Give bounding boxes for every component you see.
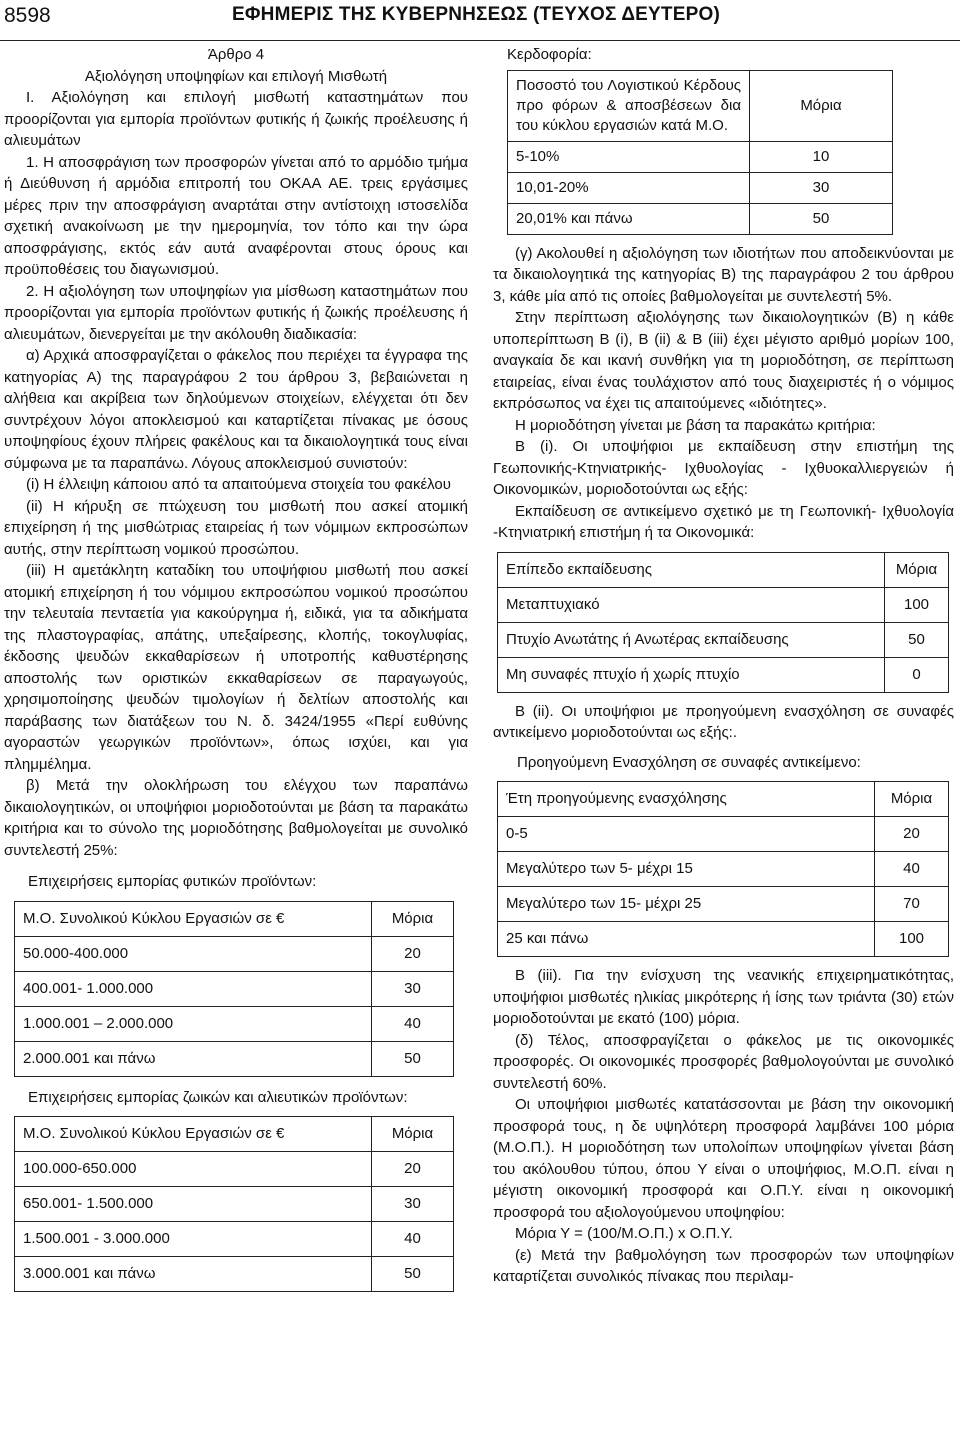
table-row (498, 587, 949, 622)
table-cell: 40 (875, 852, 949, 887)
table-cell: Μεγαλύτερο των 15- μέχρι 25 (498, 887, 875, 922)
table-cell: 25 και πάνω (498, 922, 875, 957)
paragraph: (i) Η έλλειψη κάποιου από τα απαιτούμενα στοιχεία του φακέλου (26, 476, 451, 493)
table-row (15, 1152, 454, 1187)
table-row (508, 172, 893, 203)
section-heading: Ι. Αξιολόγηση και επιλογή μισθωτή καταστημάτων που προορίζονται για εμπορία προϊόντων φυτικής ή ζωικής προέλευσης ή αλιευμάτων (4, 89, 468, 149)
table-row (498, 922, 949, 957)
table-title: Επιχειρήσεις εμπορίας φυτικών προϊόντων: (28, 873, 317, 890)
gazette-title: ΕΦΗΜΕΡΙΣ ΤΗΣ ΚΥΒΕΡΝΗΣΕΩΣ (ΤΕΥΧΟΣ ΔΕΥΤΕΡΟ) (232, 4, 720, 25)
table-cell: 100.000-650.000 (15, 1152, 372, 1187)
table-title: Κερδοφορία: (507, 46, 592, 63)
profit-table (507, 70, 893, 235)
paragraph: (γ) Ακολουθεί η αξιολόγηση των ιδιοτήτων που αποδεικνύονται με τα δικαιολογητικά της κατηγορίας Β) της παραγράφου 2 του άρθρου 3, κάθε μία από τις οποίες βαθμολογείται με συντελεστή 5%. (493, 244, 954, 305)
table-cell: 50.000-400.000 (15, 936, 372, 971)
table-header-cell: Επίπεδο εκπαίδευσης (498, 552, 885, 587)
article-title: Αξιολόγηση υποψηφίων και επιλογή Μισθωτή (84, 67, 388, 85)
table-cell: 100 (875, 922, 949, 957)
table-cell: 1.000.001 – 2.000.000 (15, 1006, 372, 1041)
turnover-table-plant (14, 901, 454, 1077)
table-cell: 2.000.001 και πάνω (15, 1041, 372, 1076)
table-title: Επιχειρήσεις εμπορίας ζωικών και αλιευτικών προϊόντων: (28, 1088, 408, 1106)
table-cell: 10,01-20% (508, 172, 750, 203)
table-cell: 0 (885, 657, 949, 692)
table-header-cell: Μόρια (750, 70, 893, 141)
table-row (508, 203, 893, 234)
table-cell: 20 (372, 1152, 454, 1187)
table-row (15, 1257, 454, 1292)
table-cell: 10 (750, 141, 893, 172)
table-cell: Πτυχίο Ανωτάτης ή Ανωτέρας εκπαίδευσης (498, 622, 885, 657)
paragraph: Β (iii). Για την ενίσχυση της νεανικής επιχειρηματικότητας, υποψήφιοι μισθωτές ηλικίας μικρότερης ή ίσης των τριάντα (30) ετών μοριοδοτούνται με εκατό (100) μόρια. (493, 967, 954, 1027)
table-header-cell: Μ.Ο. Συνολικού Κύκλου Εργασιών σε € (15, 1117, 372, 1152)
table-cell: 50 (372, 1041, 454, 1076)
table-cell: 40 (372, 1222, 454, 1257)
table-row (15, 1041, 454, 1076)
table-header-row (508, 70, 893, 141)
page-header (0, 0, 960, 41)
table-row (15, 1187, 454, 1222)
paragraph: β) Μετά την ολοκλήρωση του ελέγχου των παραπάνω δικαιολογητικών, οι υποψήφιοι μοριοδοτούνται με βάση τα παρακάτω κριτήρια και το σύνολο της μοριοδότησης βαθμολογείται με συνολικό συντελεστή 25%: (4, 777, 468, 859)
paragraph: Στην περίπτωση αξιολόγησης των δικαιολογητικών (Β) η κάθε υποπερίπτωση Β (i), Β (ii) & Β (iii) έχει μέγιστο αριθμό μορίων 100, αναγκαία δε και ικανή συνθήκη για τη μοριοδότηση, σε περίπτωση εταιρείας, είναι ένας τουλάχιστον από τους διαχειριστές ή ο νόμιμος εκπρόσωπος να έχει τις απαιτούμενες «ιδιότητες». (493, 309, 954, 412)
table-cell: 650.001- 1.500.000 (15, 1187, 372, 1222)
page-number: 8598 (4, 4, 51, 27)
table-header-cell: Μόρια (372, 901, 454, 936)
table-cell: 20,01% και πάνω (508, 203, 750, 234)
table-cell: 50 (885, 622, 949, 657)
table-cell: 40 (372, 1006, 454, 1041)
table-title: Προηγούμενη Ενασχόληση σε συναφές αντικείμενο: (517, 753, 861, 771)
paragraph: Εκπαίδευση σε αντικείμενο σχετικό με τη Γεωπονική- Ιχθυολογία -Κτηνιατρική επιστήμη ή τα Οικονομικά: (493, 502, 954, 541)
table-header-row (498, 782, 949, 817)
table-row (498, 817, 949, 852)
table-header-cell: Ποσοστό του Λογιστικού Κέρδους προ φόρων & αποσβέσεων δια του κύκλου εργασιών κατά Μ.Ο. (508, 70, 750, 141)
table-cell: 50 (750, 203, 893, 234)
table-row (15, 1006, 454, 1041)
paragraph: Β (ii). Οι υποψήφιοι με προηγούμενη ενασχόληση σε συναφές αντικείμενο μοριοδοτούνται ως εξής:. (493, 702, 954, 741)
table-row (498, 622, 949, 657)
table-cell: 70 (875, 887, 949, 922)
article-number: Άρθρο 4 (207, 46, 265, 63)
table-row (498, 852, 949, 887)
paragraph: (δ) Τέλος, αποσφραγίζεται ο φάκελος με τις οικονομικές προσφορές. Οι οικονομικές προσφορές βαθμολογούνται με συνολικό συντελεστή 60%. (493, 1031, 954, 1092)
table-header-cell: Μ.Ο. Συνολικού Κύκλου Εργασιών σε € (15, 901, 372, 936)
table-cell: Μεγαλύτερο των 5- μέχρι 15 (498, 852, 875, 887)
experience-table (497, 781, 949, 957)
table-header-row (15, 901, 454, 936)
paragraph: (ε) Μετά την βαθμολόγηση των προσφορών των υποψηφίων καταρτίζεται συνολικός πίνακας που περιλαμ- (493, 1246, 954, 1285)
table-cell: 0-5 (498, 817, 875, 852)
table-row (498, 657, 949, 692)
turnover-table-animal (14, 1116, 454, 1292)
table-cell: 3.000.001 και πάνω (15, 1257, 372, 1292)
paragraph: (iii) Η αμετάκλητη καταδίκη του υποψήφιου μισθωτή που ασκεί ατομική επιχείρηση ή του νόμιμου εκπροσώπου νομικού προσώπου την τελευταία πενταετία για κακούργημα ή, ειδικά, για τα αδικήματα της πλαστογραφίας, απάτης, υπεξαίρεσης, κλοπής, τοκογλυφίας, έκδοσης ψευδών εκκαθαρίσεων ή υποτροπής καθυστέρησης αποστολής των οριστικών εκκαθαρίσεων σε παραγωγούς, χρησιμοποίησης ψευδών τιμολογίων ή δελτίων αποστολής και παράβασης των διατάξεων του Ν. δ. 3424/1955 «Περί ευθύνης αγοραστών γεωργικών προϊόντων», όπως ισχύει, και για πλημμέλημα. (4, 562, 468, 773)
table-row (15, 1222, 454, 1257)
table-header-cell: Μόρια (885, 552, 949, 587)
table-cell: 400.001- 1.000.000 (15, 971, 372, 1006)
table-header-row (15, 1117, 454, 1152)
table-cell: 100 (885, 587, 949, 622)
paragraph: (ii) Η κήρυξη σε πτώχευση του μισθωτή που ασκεί ατομική επιχείρηση ή της μισθώτριας εταιρείας ή των νόμιμων εκπροσώπων αυτής, στην περίπτωση νομικού προσώπου. (4, 497, 468, 558)
table-cell: 20 (372, 936, 454, 971)
paragraph: α) Αρχικά αποσφραγίζεται ο φάκελος που περιέχει τα έγγραφα της κατηγορίας Α) της παραγράφου 2 του άρθρου 3, βεβαιώνεται η αλήθεια και ακρίβεια των δηλούμενων στοιχείων, ελέγχεται ότι δεν συντρέχουν λόγοι αποκλεισμού και καταρτίζεται πίνακας με όσους υποψηφίους έχουν πλήρεις φακέλους και τα δικαιολογητικά τους είναι σύμφωνα με τα παραπάνω. Λόγους αποκλεισμού συνιστούν: (4, 347, 468, 472)
table-row (498, 887, 949, 922)
table-cell: 1.500.001 - 3.000.000 (15, 1222, 372, 1257)
table-row (508, 141, 893, 172)
left-column (4, 44, 468, 1292)
table-cell: 30 (750, 172, 893, 203)
paragraph: 1. Η αποσφράγιση των προσφορών γίνεται από το αρμόδιο τμήμα ή Διεύθυνση ή αρμόδια επιτροπή του ΟΚΑΑ ΑΕ. τρεις εργάσιμες μέρες πριν την αποσφράγιση αναρτάται στην αντίστοιχη ιστοσελίδα σχετική ανακοίνωση με την ημερομηνία, τον τόπο και την ώρα αποσφράγισης, εκτός εάν αυτά αναφέρονται στους όρους και προϋποθέσεις του διαγωνισμού. (4, 153, 468, 278)
paragraph: Η μοριοδότηση γίνεται με βάση τα παρακάτω κριτήρια: (515, 416, 876, 434)
paragraph: 2. Η αξιολόγηση των υποψηφίων για μίσθωση καταστημάτων που προορίζονται για εμπορία προϊόντων φυτικής ή ζωικής προέλευσης ή αλιευμάτων, διενεργείται με την ακόλουθη διαδικασία: (4, 282, 468, 343)
paragraph: Οι υποψήφιοι μισθωτές κατατάσσονται με βάση την οικονομική προσφορά τους, η δε υψηλότερη προσφορά λαμβάνει 100 μόρια (Μ.Ο.Π.). Η μοριοδότηση των υπολοίπων υποψηφίων γίνεται βάση του ακόλουθου τύπου, όπου Υ είναι ο υποψήφιος, Μ.Ο.Π. είναι η μέγιστη οικονομική προσφορά και Ο.Π.Υ. είναι η οικονομική προσφορά του αξιολογούμενου υποψηφίου: (493, 1096, 954, 1221)
table-cell: 30 (372, 971, 454, 1006)
education-table (497, 552, 949, 693)
table-cell: 5-10% (508, 141, 750, 172)
table-row (15, 936, 454, 971)
table-header-cell: Μόρια (875, 782, 949, 817)
right-column (493, 44, 954, 1288)
paragraph: Β (i). Οι υποψήφιοι με εκπαίδευση στην επιστήμη της Γεωπονικής-Κτηνιατρικής- Ιχθυολογίας - Ιχθυοκαλλιεργειών ή Οικονομικών, μοριοδοτούνται ως εξής: (493, 438, 954, 498)
table-cell: 50 (372, 1257, 454, 1292)
table-header-cell: Έτη προηγούμενης ενασχόλησης (498, 782, 875, 817)
table-cell: Μη συναφές πτυχίο ή χωρίς πτυχίο (498, 657, 885, 692)
table-cell: Μεταπτυχιακό (498, 587, 885, 622)
table-header-row (498, 552, 949, 587)
table-header-cell: Μόρια (372, 1117, 454, 1152)
formula: Μόρια Υ = (100/Μ.Ο.Π.) x Ο.Π.Υ. (515, 1225, 733, 1242)
table-cell: 20 (875, 817, 949, 852)
table-row (15, 971, 454, 1006)
table-cell: 30 (372, 1187, 454, 1222)
